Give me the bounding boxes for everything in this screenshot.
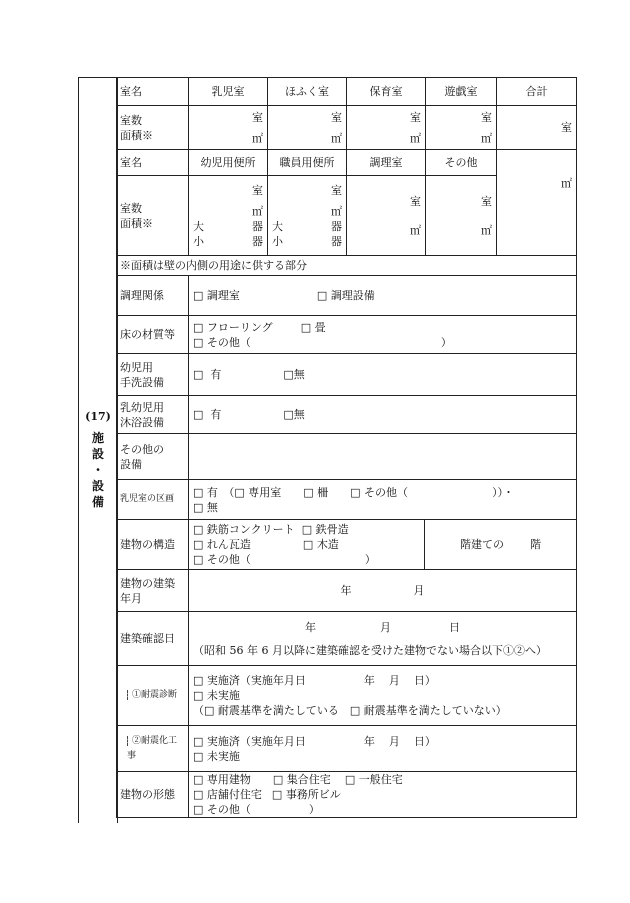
total-area-cell[interactable]: ㎡ (497, 150, 577, 256)
seismic-work-label: ②耐震化工事 (117, 726, 189, 772)
floor-options[interactable]: □ フローリング□ 畳 □ その他（ ） (189, 316, 577, 354)
cooking-options[interactable]: □ 調理室 □ 調理設備 (189, 276, 577, 316)
built-date-field[interactable]: 年 月 (189, 570, 577, 612)
toilet-area-cell[interactable]: 室 ㎡ 大 器 小 器 (189, 176, 268, 256)
room-staff-toilet: 職員用便所 (268, 150, 347, 176)
other-equip-field[interactable] (189, 434, 577, 480)
area-label: 室数 面積※ (117, 106, 189, 150)
floors-field[interactable]: 階建ての 階 (425, 520, 577, 570)
cooking-label: 調理関係 (117, 276, 189, 316)
floor-label: 床の材質等 (117, 316, 189, 354)
confirm-label: 建築確認日 (117, 612, 189, 666)
form-label: 建物の形態 (117, 772, 189, 818)
seismic-diag-options[interactable]: □ 実施済（実施年月日 年 月 日） □ 未実施 （□ 耐震基準を満たしている □ 耐震基準を満たしていない） (189, 666, 577, 726)
room-total: 合計 (497, 78, 577, 106)
form-options[interactable]: □ 専用建物□ 集合住宅□ 一般住宅 □ 店舗付住宅□ 事務所ビル □ その他（ ） (189, 772, 577, 818)
area-cell[interactable]: 室 ㎡ (189, 106, 268, 150)
room-crawl: ほふく室 (268, 78, 347, 106)
infant-division-options[interactable]: □ 有 （□ 専用室 □ 柵 □ その他（ ））・ □ 無 (189, 480, 577, 520)
total-rooms-cell[interactable]: 室 (497, 106, 577, 150)
section-number: (17) (85, 410, 111, 423)
built-label: 建物の建築 年月 (117, 570, 189, 612)
room-child-toilet: 幼児用便所 (189, 150, 268, 176)
staff-toilet-area-cell[interactable]: 室 ㎡ 大 器 小 器 (268, 176, 347, 256)
structure-label: 建物の構造 (117, 520, 189, 570)
room-name-label: 室名 (117, 78, 189, 106)
handwash-options[interactable]: □ 有 □無 (189, 354, 577, 396)
other-area-cell[interactable]: 室 ㎡ (426, 176, 497, 256)
rooms-table (116, 77, 577, 276)
handwash-label: 幼児用 手洗設備 (117, 354, 189, 396)
area-cell[interactable]: 室 ㎡ (426, 106, 497, 150)
structure-options[interactable]: □ 鉄筋コンクリート □ 鉄骨造 □ れん瓦造□ 木造 □ その他（ ） (189, 520, 425, 570)
room-name-label-2: 室名 (117, 150, 189, 176)
room-play: 遊戯室 (426, 78, 497, 106)
room-other: その他 (426, 150, 497, 176)
area-note: ※面積は壁の内側の用途に供する部分 (117, 256, 577, 276)
seismic-diag-label: ①耐震診断 (117, 666, 189, 726)
room-nursery: 保育室 (347, 78, 426, 106)
other-equip-label: その他の 設備 (117, 434, 189, 480)
infant-division-label: 乳児室の区画 (117, 480, 189, 520)
section-title: 施 設 ・ 設 備 (91, 431, 104, 509)
confirm-date-field[interactable]: 年 月 日 （昭和 56 年 6 月以降に建築確認を受けた建物でない場合以下①②へ） (189, 612, 577, 666)
seismic-work-options[interactable]: □ 実施済（実施年月日 年 月 日） □ 未実施 (189, 726, 577, 772)
bath-label: 乳幼児用 沐浴設備 (117, 396, 189, 434)
area-cell[interactable]: 室 ㎡ (268, 106, 347, 150)
section-column (78, 77, 118, 823)
area-cell[interactable]: 室 ㎡ (347, 106, 426, 150)
facilities-table (116, 275, 577, 818)
room-infant: 乳児室 (189, 78, 268, 106)
bath-options[interactable]: □ 有 □無 (189, 396, 577, 434)
kitchen-area-cell[interactable]: 室 ㎡ (347, 176, 426, 256)
area-label-2: 室数 面積※ (117, 176, 189, 256)
room-kitchen: 調理室 (347, 150, 426, 176)
